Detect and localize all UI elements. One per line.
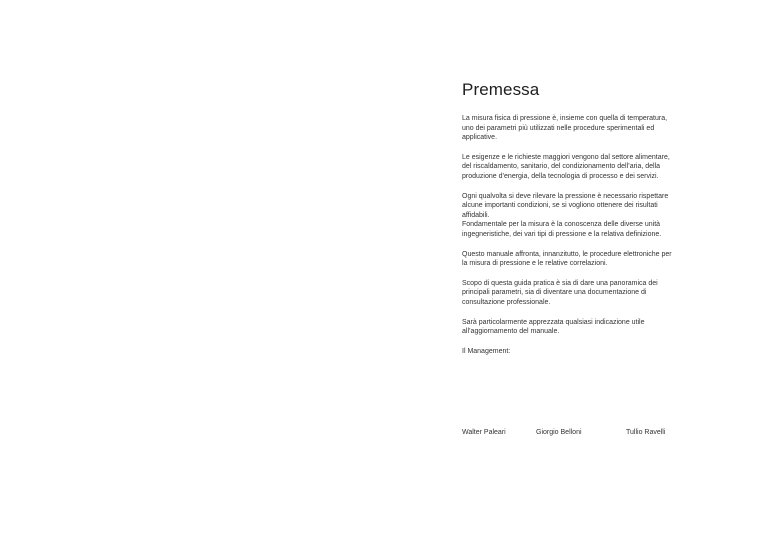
paragraph-sectors: Le esigenze e le richieste maggiori vengono dal settore alimentare, del riscaldamento, sanitario, del condizionamento dell’aria, della produzione d’energia, della tecnologia di processo e dei servizi. xyxy=(462,153,670,180)
paragraph-manual-scope: Questo manuale affronta, innanzitutto, le procedure elettroniche per la misura di pressione e le relative correlazioni. xyxy=(462,250,672,268)
management-label: Il Management: xyxy=(462,347,511,355)
paragraph-feedback: Sarà particolarmente apprezzata qualsiasi indicazione utile all’aggiornamento del manuale. xyxy=(462,318,645,336)
signatures-row xyxy=(462,428,702,440)
paragraph-intro: La misura fisica di pressione è, insieme con quella di temperatura, uno dei parametri più utilizzati nelle procedure sperimentali ed applicative. xyxy=(462,115,668,142)
signature-name: Tullio Ravelli xyxy=(626,429,666,436)
signature-name: Walter Paleari xyxy=(462,429,506,436)
paragraph-guide-purpose: Scopo di questa guida pratica è sia di dare una panoramica dei principali parametri, sia di diventare una documentazione di consultazione professionale. xyxy=(462,279,658,306)
page-title: Premessa xyxy=(462,80,540,99)
signature-name: Giorgio Belloni xyxy=(536,429,582,436)
preface-section xyxy=(462,80,702,366)
paragraph-conditions: Ogni qualvolta si deve rilevare la pressione è necessario rispettare alcune importanti condizioni, se si vogliono ottenere dei risultati affidabili. Fondamentale per la misura è la conoscenza delle diverse unità ingegneristiche, dei vari tipi di pressione e la relativa definizione. xyxy=(462,192,669,238)
